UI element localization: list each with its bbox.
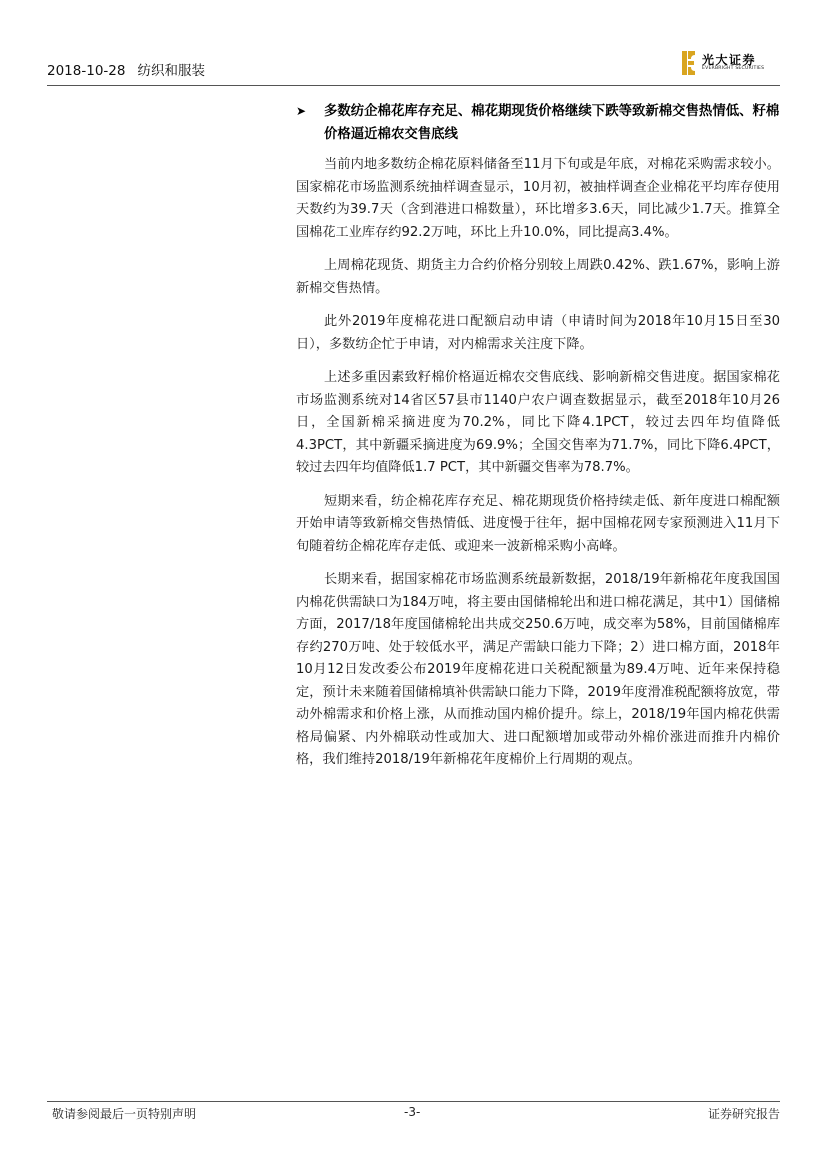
paragraph-harvest-progress: 上述多重因素致籽棉价格逼近棉农交售底线、影响新棉交售进度。据国家棉花市场监测系统对14省区57县市1140户农户调查数据显示，截至2018年10月26日，全国新棉采摘进度为70.2%，同比下降4.1PCT，较过去四年均值降低4.3PCT，其中新疆采摘进度为69.9%；全国交售率为71.7%，同比下降6.4PCT，较过去四年均值降低1.7 PCT，其中新疆交售率为78.7%。 <box>296 370 780 475</box>
report-date: 2018-10-28 <box>47 63 126 79</box>
paragraph-long-term-outlook: 长期来看，据国家棉花市场监测系统最新数据，2018/19年新棉花年度我国国内棉花供需缺口为184万吨，将主要由国储棉轮出和进口棉花满足，其中1）国储棉方面，2017/18年度国储棉轮出共成交250.6万吨，成交率为58%，目前国储棉库存约270万吨、处于较低水平，满足产需缺口能力下降；2）进口棉方面，2018年10月12日发改委公布2019年度棉花进口关税配额量为89.4万吨、近年来保持稳定，预计未来随着国储棉填补供需缺口能力下降，2019年度滑准税配额将放宽，带动外棉需求和价格上涨，从而推动国内棉价提升。综上，2018/19年国内棉花供需格局偏紧、内外棉联动性或加大、进口配额增加或带动外棉价涨进而推升内棉价格，我们维持2018/19年新棉花年度棉价上行周期的观点。 <box>296 572 780 767</box>
report-body <box>296 100 780 783</box>
footer-report-type: 证券研究报告 <box>707 1107 780 1121</box>
arrow-bullet-icon: ➤ <box>296 104 307 118</box>
footer-disclaimer: 敬请参阅最后一页特别声明 <box>52 1107 197 1121</box>
section-heading <box>296 100 780 146</box>
paragraph-price-change: 上周棉花现货、期货主力合约价格分别较上周跌0.42%、跌1.67%，影响上游新棉交售热情。 <box>296 258 780 296</box>
header-title <box>47 59 205 79</box>
report-sector: 纺织和服装 <box>137 63 205 79</box>
logo-text-cn: 光大证券 <box>702 53 757 67</box>
paragraph-short-term-outlook: 短期来看，纺企棉花库存充足、棉花期现货价格持续走低、新年度进口棉配额开始申请等致新棉交售热情低、进度慢于往年，据中国棉花网专家预测进入11月下旬随着纺企棉花库存走低、或迎来一波新棉采购小高峰。 <box>296 493 780 554</box>
header-divider <box>47 85 780 86</box>
page-number: -3- <box>404 1105 421 1119</box>
paragraph-cotton-inventory: 当前内地多数纺企棉花原料储备至11月下旬或是年底，对棉花采购需求较小。国家棉花市场监测系统抽样调查显示，10月初，被抽样调查企业棉花平均库存使用天数约为39.7天（含到港进口棉数量），环比增多3.6天，同比减少1.7天。推算全国棉花工业库存约92.2万吨，环比上升10.0%，同比提高3.4%。 <box>296 157 780 240</box>
logo-text-en: EVERBRIGHT SECURITIES <box>702 66 765 71</box>
paragraph-import-quota: 此外2019年度棉花进口配额启动申请（申请时间为2018年10月15日至30日），多数纺企忙于申请，对内棉需求关注度下降。 <box>296 314 780 352</box>
footer-divider <box>47 1101 780 1102</box>
company-logo <box>682 51 780 77</box>
everbright-logo-icon <box>682 51 696 75</box>
section-heading-text: 多数纺企棉花库存充足、棉花期现货价格继续下跌等致新棉交售热情低、籽棉价格逼近棉农交售底线 <box>324 104 780 142</box>
page-header <box>47 53 780 82</box>
